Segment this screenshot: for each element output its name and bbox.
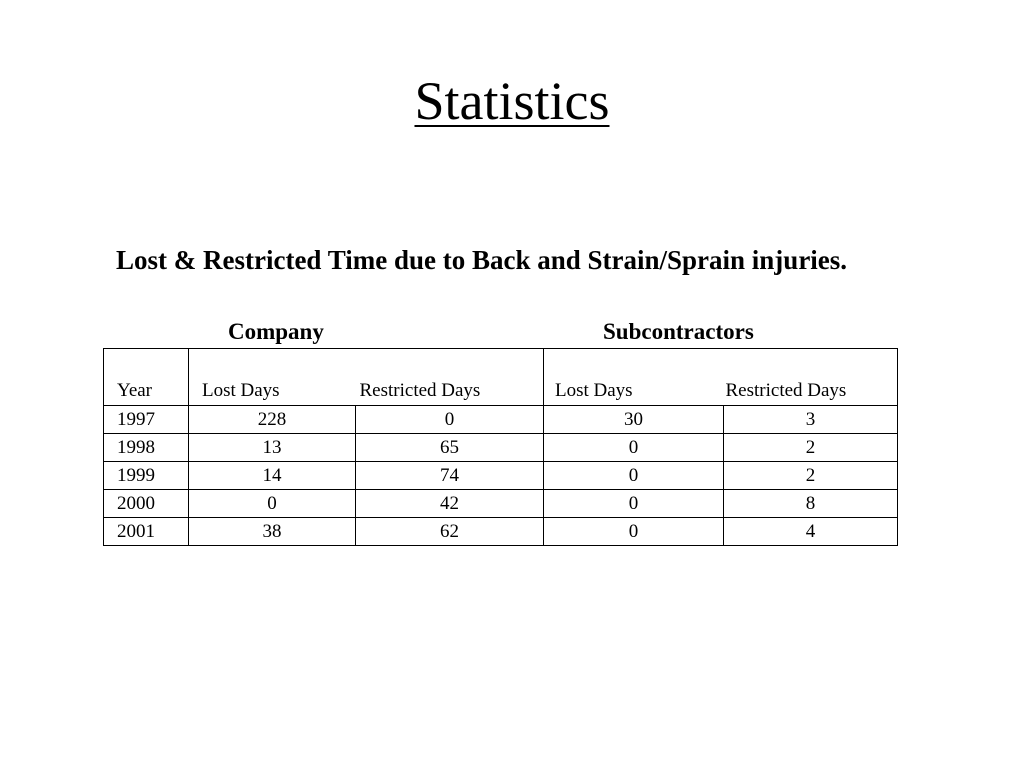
- table-row: [104, 490, 898, 518]
- group-label-subcontractors: Subcontractors: [603, 319, 754, 344]
- sub-lost-cell: 0: [544, 462, 724, 490]
- header-year: Year: [104, 349, 189, 406]
- year-cell: 2001: [104, 518, 189, 546]
- company-lost-cell: 14: [189, 462, 356, 490]
- year-cell: 1997: [104, 406, 189, 434]
- sub-lost-cell: 0: [544, 434, 724, 462]
- company-restricted-cell: 74: [356, 462, 544, 490]
- company-restricted-cell: 65: [356, 434, 544, 462]
- table-row: [104, 462, 898, 490]
- statistics-table: [103, 348, 898, 546]
- company-restricted-cell: 42: [356, 490, 544, 518]
- year-cell: 2000: [104, 490, 189, 518]
- table-row: [104, 518, 898, 546]
- slide-subtitle: Lost & Restricted Time due to Back and Strain/Sprain injuries.: [116, 245, 848, 275]
- company-restricted-cell: 0: [356, 406, 544, 434]
- table-row: [104, 406, 898, 434]
- sub-lost-cell: 0: [544, 518, 724, 546]
- year-cell: 1999: [104, 462, 189, 490]
- sub-restricted-cell: 2: [724, 462, 898, 490]
- company-lost-cell: 228: [189, 406, 356, 434]
- header-sub-restricted-days: Restricted Days: [724, 349, 898, 406]
- company-lost-cell: 38: [189, 518, 356, 546]
- sub-restricted-cell: 8: [724, 490, 898, 518]
- year-cell: 1998: [104, 434, 189, 462]
- group-label-company: Company: [228, 319, 324, 344]
- sub-restricted-cell: 2: [724, 434, 898, 462]
- company-lost-cell: 13: [189, 434, 356, 462]
- header-company-restricted-days: Restricted Days: [356, 349, 544, 406]
- slide-title: Statistics: [414, 71, 610, 131]
- header-company-lost-days: Lost Days: [189, 349, 356, 406]
- table-header-row: [104, 349, 898, 406]
- sub-restricted-cell: 3: [724, 406, 898, 434]
- table-row: [104, 434, 898, 462]
- header-sub-lost-days: Lost Days: [544, 349, 724, 406]
- sub-restricted-cell: 4: [724, 518, 898, 546]
- company-lost-cell: 0: [189, 490, 356, 518]
- sub-lost-cell: 0: [544, 490, 724, 518]
- sub-lost-cell: 30: [544, 406, 724, 434]
- company-restricted-cell: 62: [356, 518, 544, 546]
